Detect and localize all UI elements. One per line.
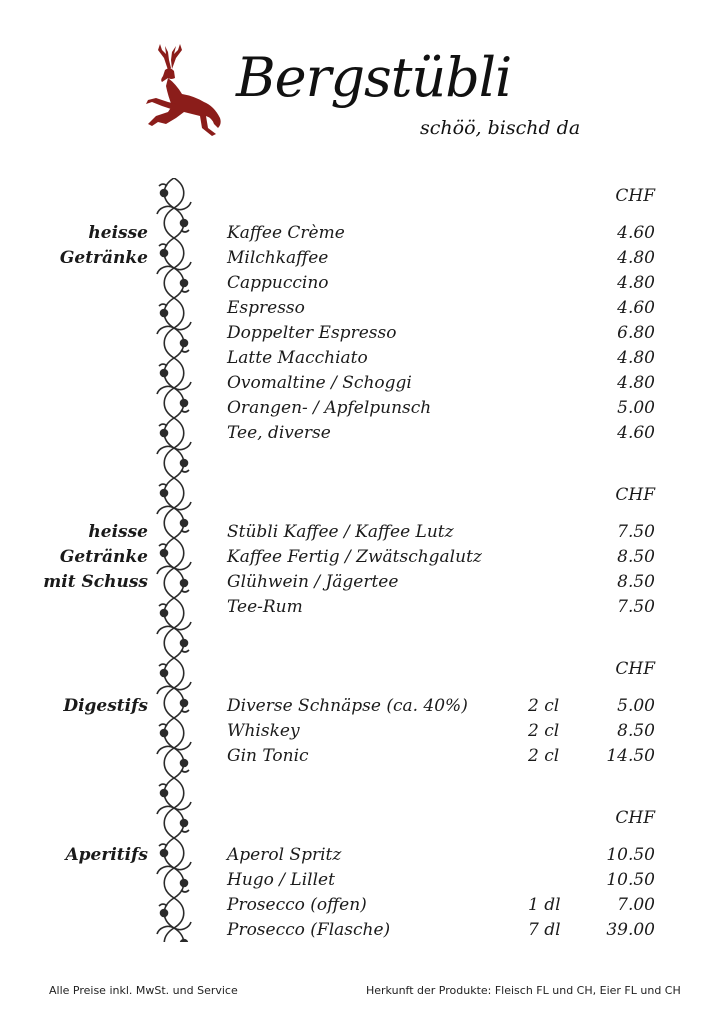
menu-item: Tee-Rum 7.50 <box>227 597 655 617</box>
category-heading: Aperitifs <box>65 845 148 865</box>
menu-item: Cappuccino 4.80 <box>227 273 655 293</box>
brand-title: Bergstübli <box>236 46 512 109</box>
brand-slogan: schöö, bischd da <box>420 117 581 139</box>
menu-item: Gin Tonic 2 cl 14.50 <box>227 746 655 766</box>
menu-item: Prosecco (Flasche) 7 dl 39.00 <box>227 920 655 940</box>
category-heading: Digestifs <box>63 696 148 716</box>
menu-item: Hugo / Lillet 10.50 <box>227 870 655 890</box>
ornament-divider <box>153 178 195 942</box>
menu-item: Tee, diverse 4.60 <box>227 423 655 443</box>
menu-item: Glühwein / Jägertee 8.50 <box>227 572 655 592</box>
menu-item: Whiskey 2 cl 8.50 <box>227 721 655 741</box>
menu-item: Kaffee Fertig / Zwätschgalutz 8.50 <box>227 547 655 567</box>
category-heading: heisse Getränke <box>59 223 148 268</box>
currency-label: CHF <box>615 186 655 206</box>
menu-item: Stübli Kaffee / Kaffee Lutz 7.50 <box>227 522 655 542</box>
leaping-deer-logo <box>138 40 226 140</box>
footer-price-note: Alle Preise inkl. MwSt. und Service <box>49 984 238 997</box>
menu-item: Milchkaffee 4.80 <box>227 248 655 268</box>
menu-item: Aperol Spritz 10.50 <box>227 845 655 865</box>
menu-item: Orangen- / Apfelpunsch 5.00 <box>227 398 655 418</box>
menu-item: Latte Macchiato 4.80 <box>227 348 655 368</box>
menu-item: Prosecco (offen) 1 dl 7.00 <box>227 895 655 915</box>
menu-item: Doppelter Espresso 6.80 <box>227 323 655 343</box>
menu-item: Kaffee Crème 4.60 <box>227 223 655 243</box>
menu-item: Diverse Schnäpse (ca. 40%) 2 cl 5.00 <box>227 696 655 716</box>
menu-item: Espresso 4.60 <box>227 298 655 318</box>
currency-label: CHF <box>615 808 655 828</box>
footer-origin-note: Herkunft der Produkte: Fleisch FL und CH, Eier FL und CH <box>366 984 681 997</box>
category-heading: heisse Getränke mit Schuss <box>43 522 148 592</box>
menu-item: Ovomaltine / Schoggi 4.80 <box>227 373 655 393</box>
currency-label: CHF <box>615 659 655 679</box>
currency-label: CHF <box>615 485 655 505</box>
